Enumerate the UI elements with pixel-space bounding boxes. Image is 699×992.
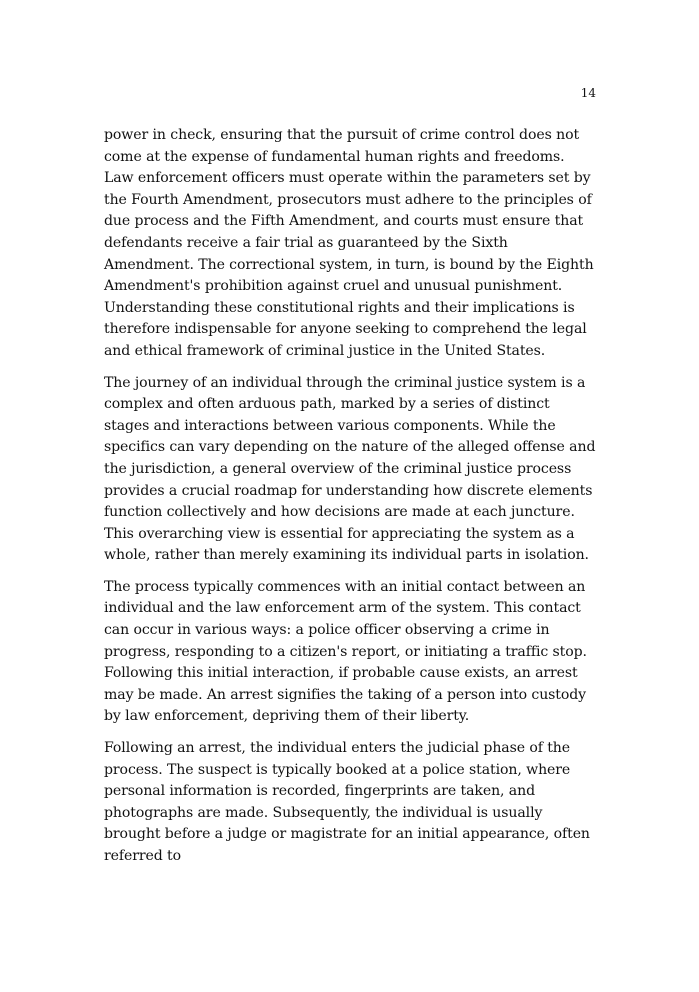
paragraph-2: The journey of an individual through the criminal justice system is a complex and often arduous path, marked by a series of distinct stages and interactions between various components. While the specifics can vary depending on the nature of the alleged offense and the jurisdiction, a general overview of the criminal justice process provides a crucial roadmap for understanding how discrete elements function collectively and how decisions are made at each juncture. This overarching view is essential for appreciating the system as a whole, rather than merely examining its individual parts in isolation. xyxy=(104,374,596,564)
document-body xyxy=(104,125,597,878)
paragraph-3: The process typically commences with an initial contact between an individual and the law enforcement arm of the system. This contact can occur in various ways: a police officer observing a crime in progress, responding to a citizen's report, or initiating a traffic stop. Following this initial interaction, if probable cause exists, an arrest may be made. An arrest signifies the taking of a person into custody by law enforcement, depriving them of their liberty. xyxy=(104,578,587,725)
paragraph-1: power in check, ensuring that the pursuit of crime control does not come at the expense of fundamental human rights and freedoms. Law enforcement officers must operate within the parameters set by the Fourth Amendment, prosecutors must adhere to the principles of due process and the Fifth Amendment, and courts must ensure that defendants receive a fair trial as guaranteed by the Sixth Amendment. The correctional system, in turn, is bound by the Eighth Amendment's prohibition against cruel and unusual punishment. Understanding these constitutional rights and their implications is therefore indispensable for anyone seeking to comprehend the legal and ethical framework of criminal justice in the United States. xyxy=(104,127,594,359)
page-number: 14 xyxy=(580,86,596,100)
paragraph-4: Following an arrest, the individual enters the judicial phase of the process. The suspect is typically booked at a police station, where personal information is recorded, fingerprints are taken, and photographs are made. Subsequently, the individual is usually brought before a judge or magistrate for an initial appearance, often referred to xyxy=(104,740,590,864)
